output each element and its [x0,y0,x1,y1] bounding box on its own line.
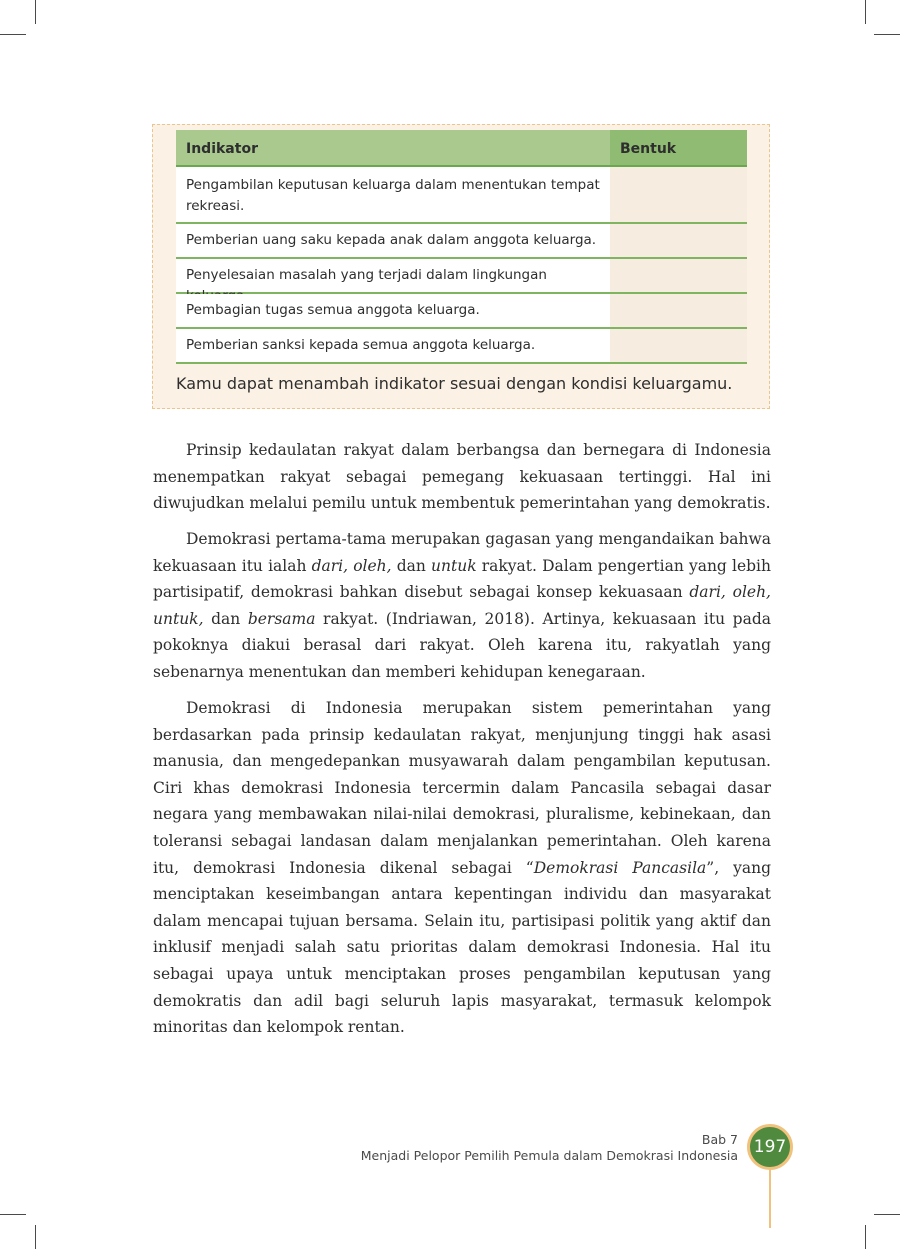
activity-box [152,124,770,409]
indikator-cell: Pemberian sanksi kepada semua anggota keluarga. [176,329,610,362]
crop-mark [865,0,866,24]
text-span: Demokrasi pertama-tama merupakan gagasan yang mengandaikan bahwa kekuasaan itu ialah [153,530,771,575]
indikator-cell: Penyelesaian masalah yang terjadi dalam lingkungan [176,259,610,292]
table-row [176,259,747,294]
text-span: Demokrasi di Indonesia merupakan sistem pemerintahan yang berdasarkan pada prinsip kedaulatan rakyat, menjunjung tinggi hak asasi manusia, dan mengedepankan musyawarah dalam pengambilan keputusan. Ciri khas demokrasi Indonesia tercermin dalam Pancasila sebagai dasar negara yang membawakan nilai-nilai demokrasi, pluralisme, kebinekaan, dan toleransi sebagai landasan dalam menjalankan pemerintahan. Oleh karena itu, demokrasi Indonesia dikenal sebagai “ [153,699,771,877]
bentuk-cell[interactable] [610,167,747,222]
indicator-table [176,130,747,364]
header-bentuk: Bentuk [610,130,747,165]
page-number-line [769,1170,771,1228]
text-span: rakyat. (Indriawan, 2018). Artinya, kekuasaan itu pada pokoknya diakui berasal dari rakyat. Oleh karena itu, rakyatlah yang sebenarnya menentukan dan memberi kehidupan kenegaraan. [153,609,772,681]
crop-mark [35,0,36,24]
table-row [176,224,747,259]
italic-text: dari, oleh, [311,556,392,575]
text-span: ”, yang menciptakan keseimbangan antara kepentingan individu dan masyarakat dalam mencapai tujuan bersama. Selain itu, partisipasi politik yang aktif dan inklusif menjadi salah satu prioritas dalam demokrasi Indonesia. Hal itu sebagai upaya untuk menciptakan proses pengambilan keputusan yang demokratis dan adil bagi seluruh lapis masyarakat, termasuk kelompok minoritas dan kelompok rentan. [153,858,772,1037]
italic-text: dari, oleh, untuk, [153,583,771,628]
table-row [176,329,747,364]
italic-text: untuk [431,556,477,575]
text-span: rakyat. Dalam pengertian yang lebih partisipatif, demokrasi bahkan disebut sebagai konsep kekuasaan [153,556,771,602]
indikator-text: rekreasi. [186,198,245,214]
crop-mark [0,34,26,35]
crop-mark [874,34,900,35]
bentuk-cell[interactable] [610,294,747,327]
table-row [176,294,747,329]
activity-note: Kamu dapat menambah indikator sesuai dengan kondisi keluargamu. [176,374,733,393]
bentuk-cell[interactable] [610,329,747,362]
crop-mark [35,1225,36,1249]
header-indikator: Indikator [186,141,258,157]
chapter-label: Bab 7 [701,1132,738,1147]
table-header [176,130,747,167]
indikator-text: Pengambilan keputusan keluarga dalam menentukan tempat [186,177,600,193]
chapter-title: Menjadi Pelopor Pemilih Pemula dalam Demokrasi Indonesia [360,1148,738,1163]
indikator-cell: Pembagian tugas semua anggota keluarga. [176,294,610,327]
indikator-cell [176,167,610,222]
text-span: dan [203,609,248,628]
paragraph-1: Prinsip kedaulatan rakyat dalam berbangsa dan bernegara di Indonesia menempatkan rakyat sebagai pemegang kekuasaan tertinggi. Hal ini diwujudkan melalui pemilu untuk membentuk pemerintahan yang demokratis. [153,441,771,513]
italic-text: bersama [247,609,316,628]
indikator-cell: Pemberian uang saku kepada anak dalam anggota keluarga. [176,224,610,257]
crop-mark [865,1225,866,1249]
crop-mark [874,1214,900,1215]
bentuk-cell[interactable] [610,224,747,257]
paragraph-2 [153,526,771,686]
bentuk-cell[interactable] [610,259,747,292]
text-span: dan [391,556,432,575]
table-row [176,167,747,224]
italic-text: Demokrasi Pancasila [533,858,707,877]
page-number: 197 [747,1124,793,1170]
crop-mark [0,1214,26,1215]
paragraph-3 [153,695,771,1041]
